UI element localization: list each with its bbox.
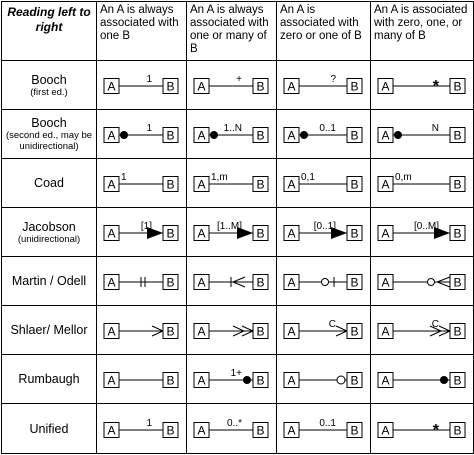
class-label-b: B bbox=[453, 128, 462, 143]
notation-cell bbox=[187, 208, 277, 257]
row-booch-first bbox=[2, 61, 474, 110]
multiplicity-label: 1,m bbox=[211, 172, 228, 183]
multiplicity-label: * bbox=[432, 422, 439, 439]
class-label-b: B bbox=[256, 275, 265, 290]
class-label-b: B bbox=[166, 275, 175, 290]
multiplicity-label: 1 bbox=[146, 418, 152, 429]
class-label-a: A bbox=[107, 226, 116, 241]
association-notation bbox=[97, 355, 186, 403]
filled-circle bbox=[243, 376, 251, 384]
class-label-b: B bbox=[453, 373, 462, 388]
row-name bbox=[2, 159, 97, 208]
class-label-b: B bbox=[453, 275, 462, 290]
association-notation bbox=[371, 306, 473, 354]
notation-cell bbox=[371, 208, 474, 257]
multiplicity-label: [0..1] bbox=[313, 221, 336, 232]
notation-cell bbox=[187, 355, 277, 404]
notation-cell bbox=[97, 110, 187, 159]
class-label-b: B bbox=[256, 177, 265, 192]
corner-header: Reading left to right bbox=[2, 2, 97, 61]
row-name bbox=[2, 61, 97, 110]
class-label-b: B bbox=[166, 423, 175, 438]
association-notation bbox=[97, 306, 186, 354]
notation-cell bbox=[187, 61, 277, 110]
class-label-b: B bbox=[166, 226, 175, 241]
multiplicity-label: N bbox=[431, 123, 439, 134]
filled-circle bbox=[440, 376, 448, 384]
class-label-a: A bbox=[107, 373, 116, 388]
multiplicity-label: 0..1 bbox=[319, 418, 336, 429]
class-label-a: A bbox=[107, 423, 116, 438]
notation-cell bbox=[187, 306, 277, 355]
column-header-1: An A is always associated with one B bbox=[97, 2, 187, 61]
class-label-b: B bbox=[166, 373, 175, 388]
row-martin-odell bbox=[2, 257, 474, 306]
class-label-a: A bbox=[197, 79, 206, 94]
aggregation-dot bbox=[394, 131, 402, 139]
class-label-b: B bbox=[453, 79, 462, 94]
row-shlaer-mellor bbox=[2, 306, 474, 355]
association-notation bbox=[277, 404, 370, 453]
association-notation bbox=[97, 257, 186, 305]
class-label-a: A bbox=[381, 79, 390, 94]
notation-cell bbox=[187, 404, 277, 454]
class-label-b: B bbox=[256, 324, 265, 339]
class-label-a: A bbox=[381, 324, 390, 339]
class-label-a: A bbox=[381, 423, 390, 438]
comparison-table bbox=[1, 1, 474, 454]
class-label-a: A bbox=[197, 275, 206, 290]
notation-cell bbox=[277, 257, 371, 306]
association-notation bbox=[187, 257, 276, 305]
notation-cell bbox=[371, 110, 474, 159]
association-notation bbox=[277, 306, 370, 354]
aggregation-dot bbox=[120, 131, 128, 139]
notation-cell bbox=[187, 257, 277, 306]
notation-cell bbox=[97, 159, 187, 208]
row-title: Shlaer/ Mellor bbox=[10, 323, 88, 337]
class-label-a: A bbox=[287, 373, 296, 388]
class-label-b: B bbox=[350, 79, 359, 94]
class-label-a: A bbox=[381, 226, 390, 241]
notation-cell bbox=[371, 61, 474, 110]
row-coad bbox=[2, 159, 474, 208]
notation-cell bbox=[97, 404, 187, 454]
class-label-a: A bbox=[197, 373, 206, 388]
row-name bbox=[2, 306, 97, 355]
class-label-b: B bbox=[350, 226, 359, 241]
class-label-b: B bbox=[256, 79, 265, 94]
association-notation bbox=[97, 404, 186, 453]
row-rumbaugh bbox=[2, 355, 474, 404]
row-title: Martin / Odell bbox=[11, 274, 87, 288]
association-notation bbox=[187, 306, 276, 354]
column-header-4: An A is associated with zero, one, or many of B bbox=[371, 2, 474, 61]
multiplicity-label: 0,m bbox=[395, 172, 412, 183]
association-notation bbox=[371, 404, 473, 453]
notation-cell bbox=[277, 110, 371, 159]
class-label-b: B bbox=[166, 324, 175, 339]
hollow-circle bbox=[337, 376, 345, 384]
notation-cell bbox=[277, 159, 371, 208]
class-label-a: A bbox=[107, 128, 116, 143]
class-label-a: A bbox=[287, 324, 296, 339]
association-notation bbox=[187, 61, 276, 109]
association-notation bbox=[97, 110, 186, 158]
class-label-a: A bbox=[287, 128, 296, 143]
notation-cell bbox=[277, 306, 371, 355]
class-label-b: B bbox=[453, 226, 462, 241]
class-label-b: B bbox=[256, 128, 265, 143]
multiplicity-label: 1 bbox=[146, 123, 152, 134]
association-notation bbox=[277, 61, 370, 109]
row-name bbox=[2, 257, 97, 306]
class-label-a: A bbox=[197, 226, 206, 241]
multiplicity-label: + bbox=[236, 74, 242, 85]
notation-cell bbox=[371, 306, 474, 355]
class-label-a: A bbox=[287, 423, 296, 438]
class-label-a: A bbox=[107, 275, 116, 290]
notation-cell bbox=[97, 306, 187, 355]
class-label-b: B bbox=[350, 373, 359, 388]
aggregation-dot bbox=[210, 131, 218, 139]
class-label-b: B bbox=[350, 177, 359, 192]
notation-cell bbox=[97, 257, 187, 306]
row-title: Rumbaugh bbox=[18, 372, 80, 386]
multiplicity-label: * bbox=[432, 78, 439, 95]
multiplicity-label: 1 bbox=[146, 74, 152, 85]
zero-circle bbox=[428, 279, 435, 286]
association-notation bbox=[371, 110, 473, 158]
notation-cell bbox=[371, 159, 474, 208]
multiplicity-label: 0..1 bbox=[319, 123, 336, 134]
multiplicity-label: 0..* bbox=[226, 418, 242, 429]
association-notation bbox=[97, 159, 186, 207]
column-header-2: An A is always associated with one or many of B bbox=[187, 2, 277, 61]
association-notation bbox=[187, 208, 276, 256]
association-notation bbox=[277, 355, 370, 403]
row-title: Jacobson bbox=[22, 219, 76, 234]
class-label-a: A bbox=[197, 423, 206, 438]
class-label-b: B bbox=[350, 324, 359, 339]
class-label-b: B bbox=[350, 423, 359, 438]
multiplicity-label: 1+ bbox=[230, 368, 242, 379]
association-notation bbox=[277, 159, 370, 207]
row-unified bbox=[2, 404, 474, 454]
association-notation bbox=[371, 257, 473, 305]
row-name bbox=[2, 404, 97, 454]
association-notation bbox=[371, 61, 473, 109]
class-label-b: B bbox=[453, 177, 462, 192]
association-notation bbox=[187, 159, 276, 207]
class-label-a: A bbox=[287, 177, 296, 192]
row-name bbox=[2, 355, 97, 404]
association-notation bbox=[97, 208, 186, 256]
row-title: Booch bbox=[31, 116, 67, 130]
row-jacobson bbox=[2, 208, 474, 257]
multiplicity-label: ? bbox=[330, 74, 336, 85]
notation-cell bbox=[97, 208, 187, 257]
multiplicity-label: 1..N bbox=[223, 123, 242, 134]
class-label-b: B bbox=[256, 373, 265, 388]
multiplicity-label: C bbox=[431, 319, 439, 330]
notation-cell bbox=[97, 355, 187, 404]
class-label-a: A bbox=[381, 275, 390, 290]
association-notation bbox=[277, 208, 370, 256]
class-label-b: B bbox=[256, 423, 265, 438]
row-name bbox=[2, 110, 97, 159]
class-label-a: A bbox=[107, 177, 116, 192]
notation-cell bbox=[277, 208, 371, 257]
class-label-a: A bbox=[381, 373, 390, 388]
row-subtitle: (first ed.) bbox=[30, 86, 68, 98]
header-row bbox=[2, 2, 474, 61]
row-title: Coad bbox=[34, 176, 64, 190]
multiplicity-label: 1 bbox=[121, 172, 127, 183]
row-title: Unified bbox=[29, 421, 69, 436]
class-label-a: A bbox=[287, 226, 296, 241]
class-label-b: B bbox=[453, 324, 462, 339]
class-label-a: A bbox=[381, 128, 390, 143]
multiplicity-label: [1] bbox=[140, 221, 152, 232]
notation-cell bbox=[97, 61, 187, 110]
class-label-a: A bbox=[287, 275, 296, 290]
multiplicity-label: C bbox=[328, 319, 336, 330]
class-label-b: B bbox=[350, 128, 359, 143]
association-notation bbox=[187, 404, 276, 453]
association-notation bbox=[371, 355, 473, 403]
class-label-b: B bbox=[350, 275, 359, 290]
association-notation bbox=[371, 159, 473, 207]
row-subtitle: (second ed., may be unidirectional) bbox=[5, 130, 93, 152]
class-label-b: B bbox=[166, 128, 175, 143]
notation-cell bbox=[277, 355, 371, 404]
multiplicity-label: [1..M] bbox=[216, 221, 242, 232]
row-title: Booch bbox=[31, 72, 67, 87]
class-label-a: A bbox=[197, 324, 206, 339]
association-notation bbox=[277, 110, 370, 158]
class-label-b: B bbox=[256, 226, 265, 241]
class-label-a: A bbox=[287, 79, 296, 94]
notation-cell bbox=[277, 404, 371, 454]
association-notation bbox=[371, 208, 473, 256]
notation-cell bbox=[187, 159, 277, 208]
class-label-a: A bbox=[197, 177, 206, 192]
aggregation-dot bbox=[300, 131, 308, 139]
notation-cell bbox=[187, 110, 277, 159]
class-label-a: A bbox=[107, 324, 116, 339]
notation-cell bbox=[371, 257, 474, 306]
class-label-b: B bbox=[453, 423, 462, 438]
zero-circle bbox=[322, 279, 329, 286]
notation-cell bbox=[277, 61, 371, 110]
multiplicity-label: 0,1 bbox=[301, 172, 315, 183]
notation-cell bbox=[371, 404, 474, 454]
class-label-a: A bbox=[381, 177, 390, 192]
association-notation bbox=[187, 110, 276, 158]
class-label-b: B bbox=[166, 177, 175, 192]
row-name bbox=[2, 208, 97, 257]
class-label-a: A bbox=[107, 79, 116, 94]
association-notation bbox=[97, 61, 186, 109]
column-header-3: An A is associated with zero or one of B bbox=[277, 2, 371, 61]
association-notation bbox=[187, 355, 276, 403]
multiplicity-label: [0..M] bbox=[413, 221, 439, 232]
association-notation bbox=[277, 257, 370, 305]
class-label-a: A bbox=[197, 128, 206, 143]
row-subtitle: (unidirectional) bbox=[17, 233, 81, 245]
class-label-b: B bbox=[166, 79, 175, 94]
row-booch-second bbox=[2, 110, 474, 159]
notation-cell bbox=[371, 355, 474, 404]
